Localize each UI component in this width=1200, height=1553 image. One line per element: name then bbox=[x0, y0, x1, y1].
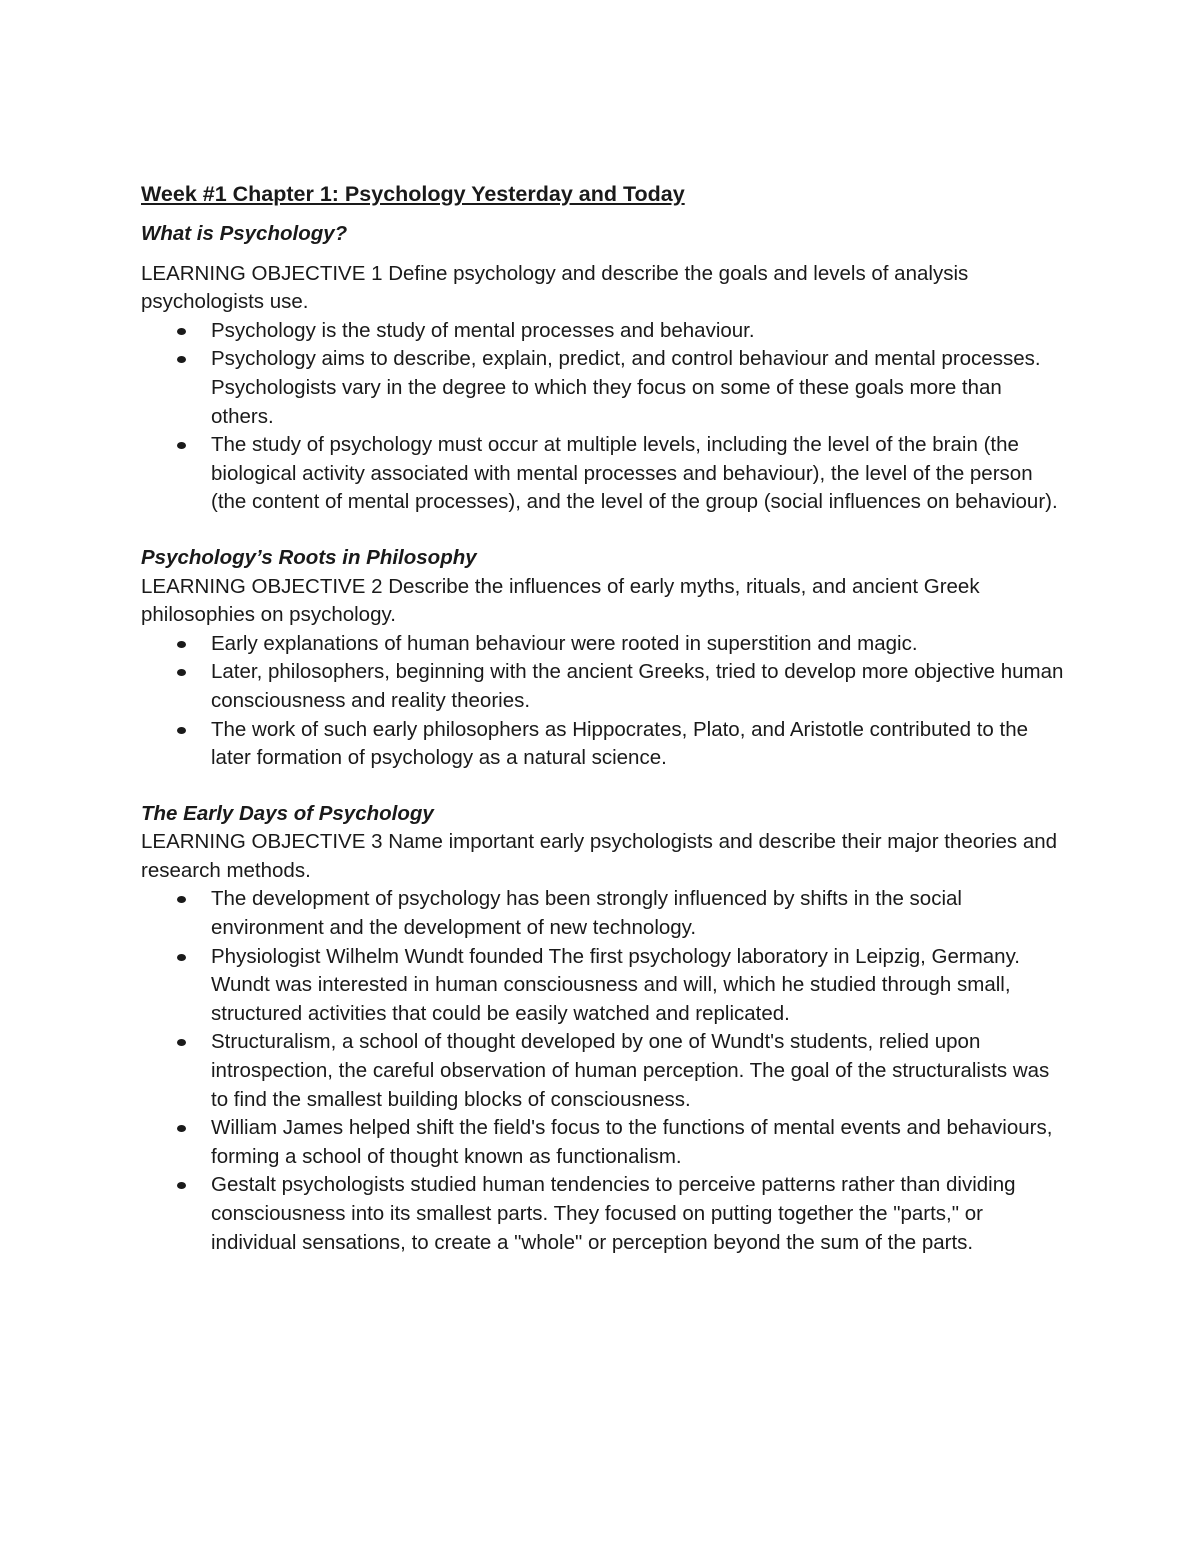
document-page bbox=[141, 178, 1066, 1284]
bullet-icon bbox=[177, 954, 186, 961]
list-item-text: Early explanations of human behaviour were rooted in superstition and magic. bbox=[211, 631, 918, 655]
list-item bbox=[211, 1028, 1066, 1114]
list-item bbox=[211, 1171, 1066, 1257]
bullet-icon bbox=[177, 328, 186, 335]
list-item bbox=[211, 943, 1066, 1029]
list-item bbox=[211, 658, 1066, 715]
list-item bbox=[211, 345, 1066, 431]
list-item bbox=[211, 716, 1066, 773]
bullet-icon bbox=[177, 641, 186, 648]
list-item-text: Physiologist Wilhelm Wundt founded The first psychology laboratory in Leipzig, Germany. Wundt was interested in human consciousness and will, which he studied through small, structured activities that could be easily watched and replicated. bbox=[211, 944, 1020, 1025]
list-item-text: The work of such early philosophers as Hippocrates, Plato, and Aristotle contributed to the later formation of psychology as a natural science. bbox=[211, 717, 1029, 770]
list-item-text: The development of psychology has been strongly influenced by shifts in the social environment and the development of new technology. bbox=[211, 887, 962, 940]
bullet-icon bbox=[177, 896, 186, 903]
learning-objective: LEARNING OBJECTIVE 3 Name important early psychologists and describe their major theories and research methods. bbox=[141, 830, 1058, 882]
learning-objective: LEARNING OBJECTIVE 2 Describe the influences of early myths, rituals, and ancient Greek philosophies on psychology. bbox=[141, 574, 980, 627]
section-heading: Psychology’s Roots in Philosophy bbox=[141, 545, 477, 569]
list-item-text: The study of psychology must occur at multiple levels, including the level of the brain (the biological activity associated with mental processes and behaviour), the level of the person (the content of mental processes), and the level of the group (social influences on behaviour). bbox=[211, 433, 1058, 514]
bullet-list bbox=[141, 885, 1066, 1257]
section-heading: The Early Days of Psychology bbox=[141, 801, 434, 825]
bullet-icon bbox=[177, 727, 186, 734]
section-roots-in-philosophy bbox=[141, 544, 1066, 773]
list-item bbox=[211, 1114, 1066, 1171]
learning-objective: LEARNING OBJECTIVE 1 Define psychology and describe the goals and levels of analysis psychologists use. bbox=[141, 261, 969, 314]
list-item-text: Psychology is the study of mental processes and behaviour. bbox=[211, 318, 755, 342]
section-what-is-psychology bbox=[141, 220, 1066, 517]
section-early-days bbox=[141, 800, 1066, 1258]
bullet-icon bbox=[177, 1039, 186, 1046]
bullet-icon bbox=[177, 669, 186, 676]
bullet-icon bbox=[177, 442, 186, 449]
list-item-text: Psychology aims to describe, explain, predict, and control behaviour and mental processes. Psychologists vary in the degree to which they focus on some of these goals more than others. bbox=[211, 347, 1041, 428]
list-item-text: Later, philosophers, beginning with the ancient Greeks, tried to develop more objective human consciousness and reality theories. bbox=[211, 660, 1064, 712]
document-title: Week #1 Chapter 1: Psychology Yesterday and Today bbox=[141, 182, 685, 206]
section-heading: What is Psychology? bbox=[141, 222, 348, 245]
bullet-icon bbox=[177, 1182, 186, 1189]
bullet-list bbox=[141, 317, 1066, 517]
list-item-text: Structuralism, a school of thought developed by one of Wundt's students, relied upon introspection, the careful observation of human perception. The goal of the structuralists was to find the smallest building blocks of consciousness. bbox=[211, 1030, 1050, 1111]
list-item-text: Gestalt psychologists studied human tendencies to perceive patterns rather than dividing consciousness into its smallest parts. They focused on putting together the "parts," or individual sensations, to create a "whole" or perception beyond the sum of the parts. bbox=[211, 1173, 1016, 1254]
list-item bbox=[211, 317, 1066, 346]
bullet-icon bbox=[177, 356, 186, 363]
list-item-text: William James helped shift the field's focus to the functions of mental events and behaviours, forming a school of thought known as functionalism. bbox=[211, 1116, 1053, 1168]
bullet-list bbox=[141, 630, 1066, 773]
bullet-icon bbox=[177, 1125, 186, 1132]
list-item bbox=[211, 431, 1066, 517]
list-item bbox=[211, 630, 1066, 659]
list-item bbox=[211, 885, 1066, 942]
